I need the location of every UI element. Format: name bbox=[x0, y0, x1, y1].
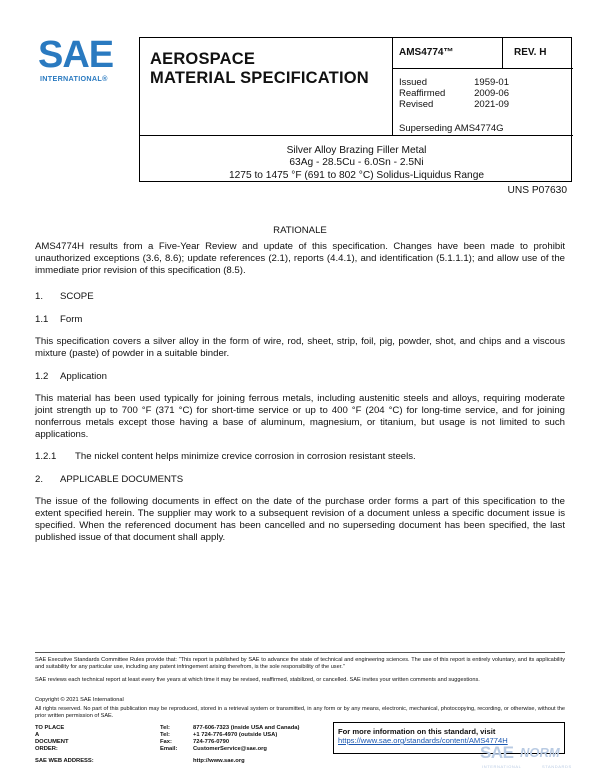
section-1-2-heading: 1.2 Application bbox=[35, 371, 107, 382]
divider bbox=[502, 38, 503, 68]
section-2-text: The issue of the following documents in effect on the date of the purchase order forms a part of this specification to the extent specified herein. The supplier may work to a subsequent revision of a document unless a specific document issue is specified. When the referenced document has been cancelled and no superseding document has been specified, the last published issue of that document shall apply. bbox=[35, 496, 565, 543]
divider bbox=[392, 38, 393, 135]
revision-label: REV. H bbox=[514, 47, 547, 58]
rationale-heading: RATIONALE bbox=[273, 225, 327, 236]
web-address: SAE WEB ADDRESS: http://www.sae.org bbox=[35, 758, 245, 764]
email-link[interactable]: CustomerService@sae.org bbox=[193, 746, 267, 752]
sae-norm-watermark: SAE NORM INTERNATIONAL STANDARDS bbox=[480, 743, 572, 769]
section-2-heading: 2. APPLICABLE DOCUMENTS bbox=[35, 474, 184, 485]
date-reaffirmed: Reaffirmed 2009-06 bbox=[399, 88, 509, 99]
footer-copyright: Copyright © 2021 SAE International bbox=[35, 697, 124, 703]
section-1-2-1: 1.2.1 The nickel content helps minimize crevice corrosion in corrosion resistant steels. bbox=[35, 451, 416, 462]
sae-logo bbox=[38, 36, 120, 84]
logo-brand: SAE bbox=[38, 34, 114, 76]
document-dates bbox=[399, 77, 509, 110]
section-1-1-heading: 1.1 Form bbox=[35, 314, 83, 325]
footer-divider bbox=[35, 652, 565, 653]
section-1-2-text: This material has been used typically for joining ferrous metals, including austenitic steels and alloys, requiring moderate joint strength up to 700 °F (371 °C) for short-time service or up to 400 °F (204 °C) for long-time service, and for joining nonferrous metals except those having a base of aluminum, magnesium, or titanium, but usage is not limited to such applications. bbox=[35, 393, 565, 440]
material-description: Silver Alloy Brazing Filler Metal 63Ag - 28.5Cu - 6.0Sn - 2.5Ni 1275 to 1475 °F (691 to 802 °C) Solidus-Liquidus Range bbox=[228, 145, 485, 181]
footer-rules: SAE Executive Standards Committee Rules provide that: “This report is published by SAE to advance the state of technical and engineering sciences. The use of this report is entirely voluntary, and its applicability and suitability for any particular use, including any patent infringement arising therefrom, is the sole responsibility of the user.” bbox=[35, 657, 565, 670]
fax: 724-776-0790 bbox=[193, 739, 230, 745]
uns-number: UNS P07630 bbox=[507, 185, 567, 196]
order-label: TO PLACE A DOCUMENT ORDER: bbox=[35, 725, 69, 752]
info-title: For more information on this standard, visit bbox=[338, 727, 496, 736]
divider bbox=[392, 68, 573, 69]
divider bbox=[140, 135, 573, 136]
rationale-text: AMS4774H results from a Five-Year Review and update of this specification. Changes have been made to prohibit unauthorized exceptions (3.6, 8.6); update references (2.1), reports (4.4.1), and identification (5.1.1.1); and allow use of the immediate prior revision of this specification (8.5). bbox=[35, 241, 565, 276]
footer-rights: All rights reserved. No part of this publication may be reproduced, stored in a retrieval system or transmitted, in any form or by any means, electronic, mechanical, photocopying, recording, or otherwise, without the prior written permission of SAE. bbox=[35, 706, 565, 719]
standard-link[interactable]: https://www.sae.org/standards/content/AMS4774H bbox=[338, 736, 508, 745]
document-number: AMS4774™ bbox=[399, 47, 454, 58]
footer-review: SAE reviews each technical report at least every five years at which time it may be revised, reaffirmed, stabilized, or cancelled. SAE invites your written comments and suggestions. bbox=[35, 677, 480, 683]
logo-subtext: INTERNATIONAL® bbox=[40, 74, 108, 83]
phone-intl: +1 724-776-4970 (outside USA) bbox=[193, 732, 278, 738]
superseding-note: Superseding AMS4774G bbox=[399, 123, 504, 134]
spec-title: AEROSPACE MATERIAL SPECIFICATION bbox=[150, 50, 369, 87]
web-link[interactable]: http://www.sae.org bbox=[193, 758, 245, 764]
section-1-1-text: This specification covers a silver alloy in the form of wire, rod, sheet, strip, foil, pig, powder, shot, and chips and a viscous mixture (paste) of powder in a suitable binder. bbox=[35, 336, 565, 359]
section-1-heading: 1. SCOPE bbox=[35, 291, 94, 302]
phone-us: 877-606-7323 (inside USA and Canada) bbox=[193, 725, 300, 731]
date-revised: Revised 2021-09 bbox=[399, 99, 509, 110]
spec-header-box bbox=[139, 37, 572, 196]
date-issued: Issued 1959-01 bbox=[399, 77, 509, 88]
